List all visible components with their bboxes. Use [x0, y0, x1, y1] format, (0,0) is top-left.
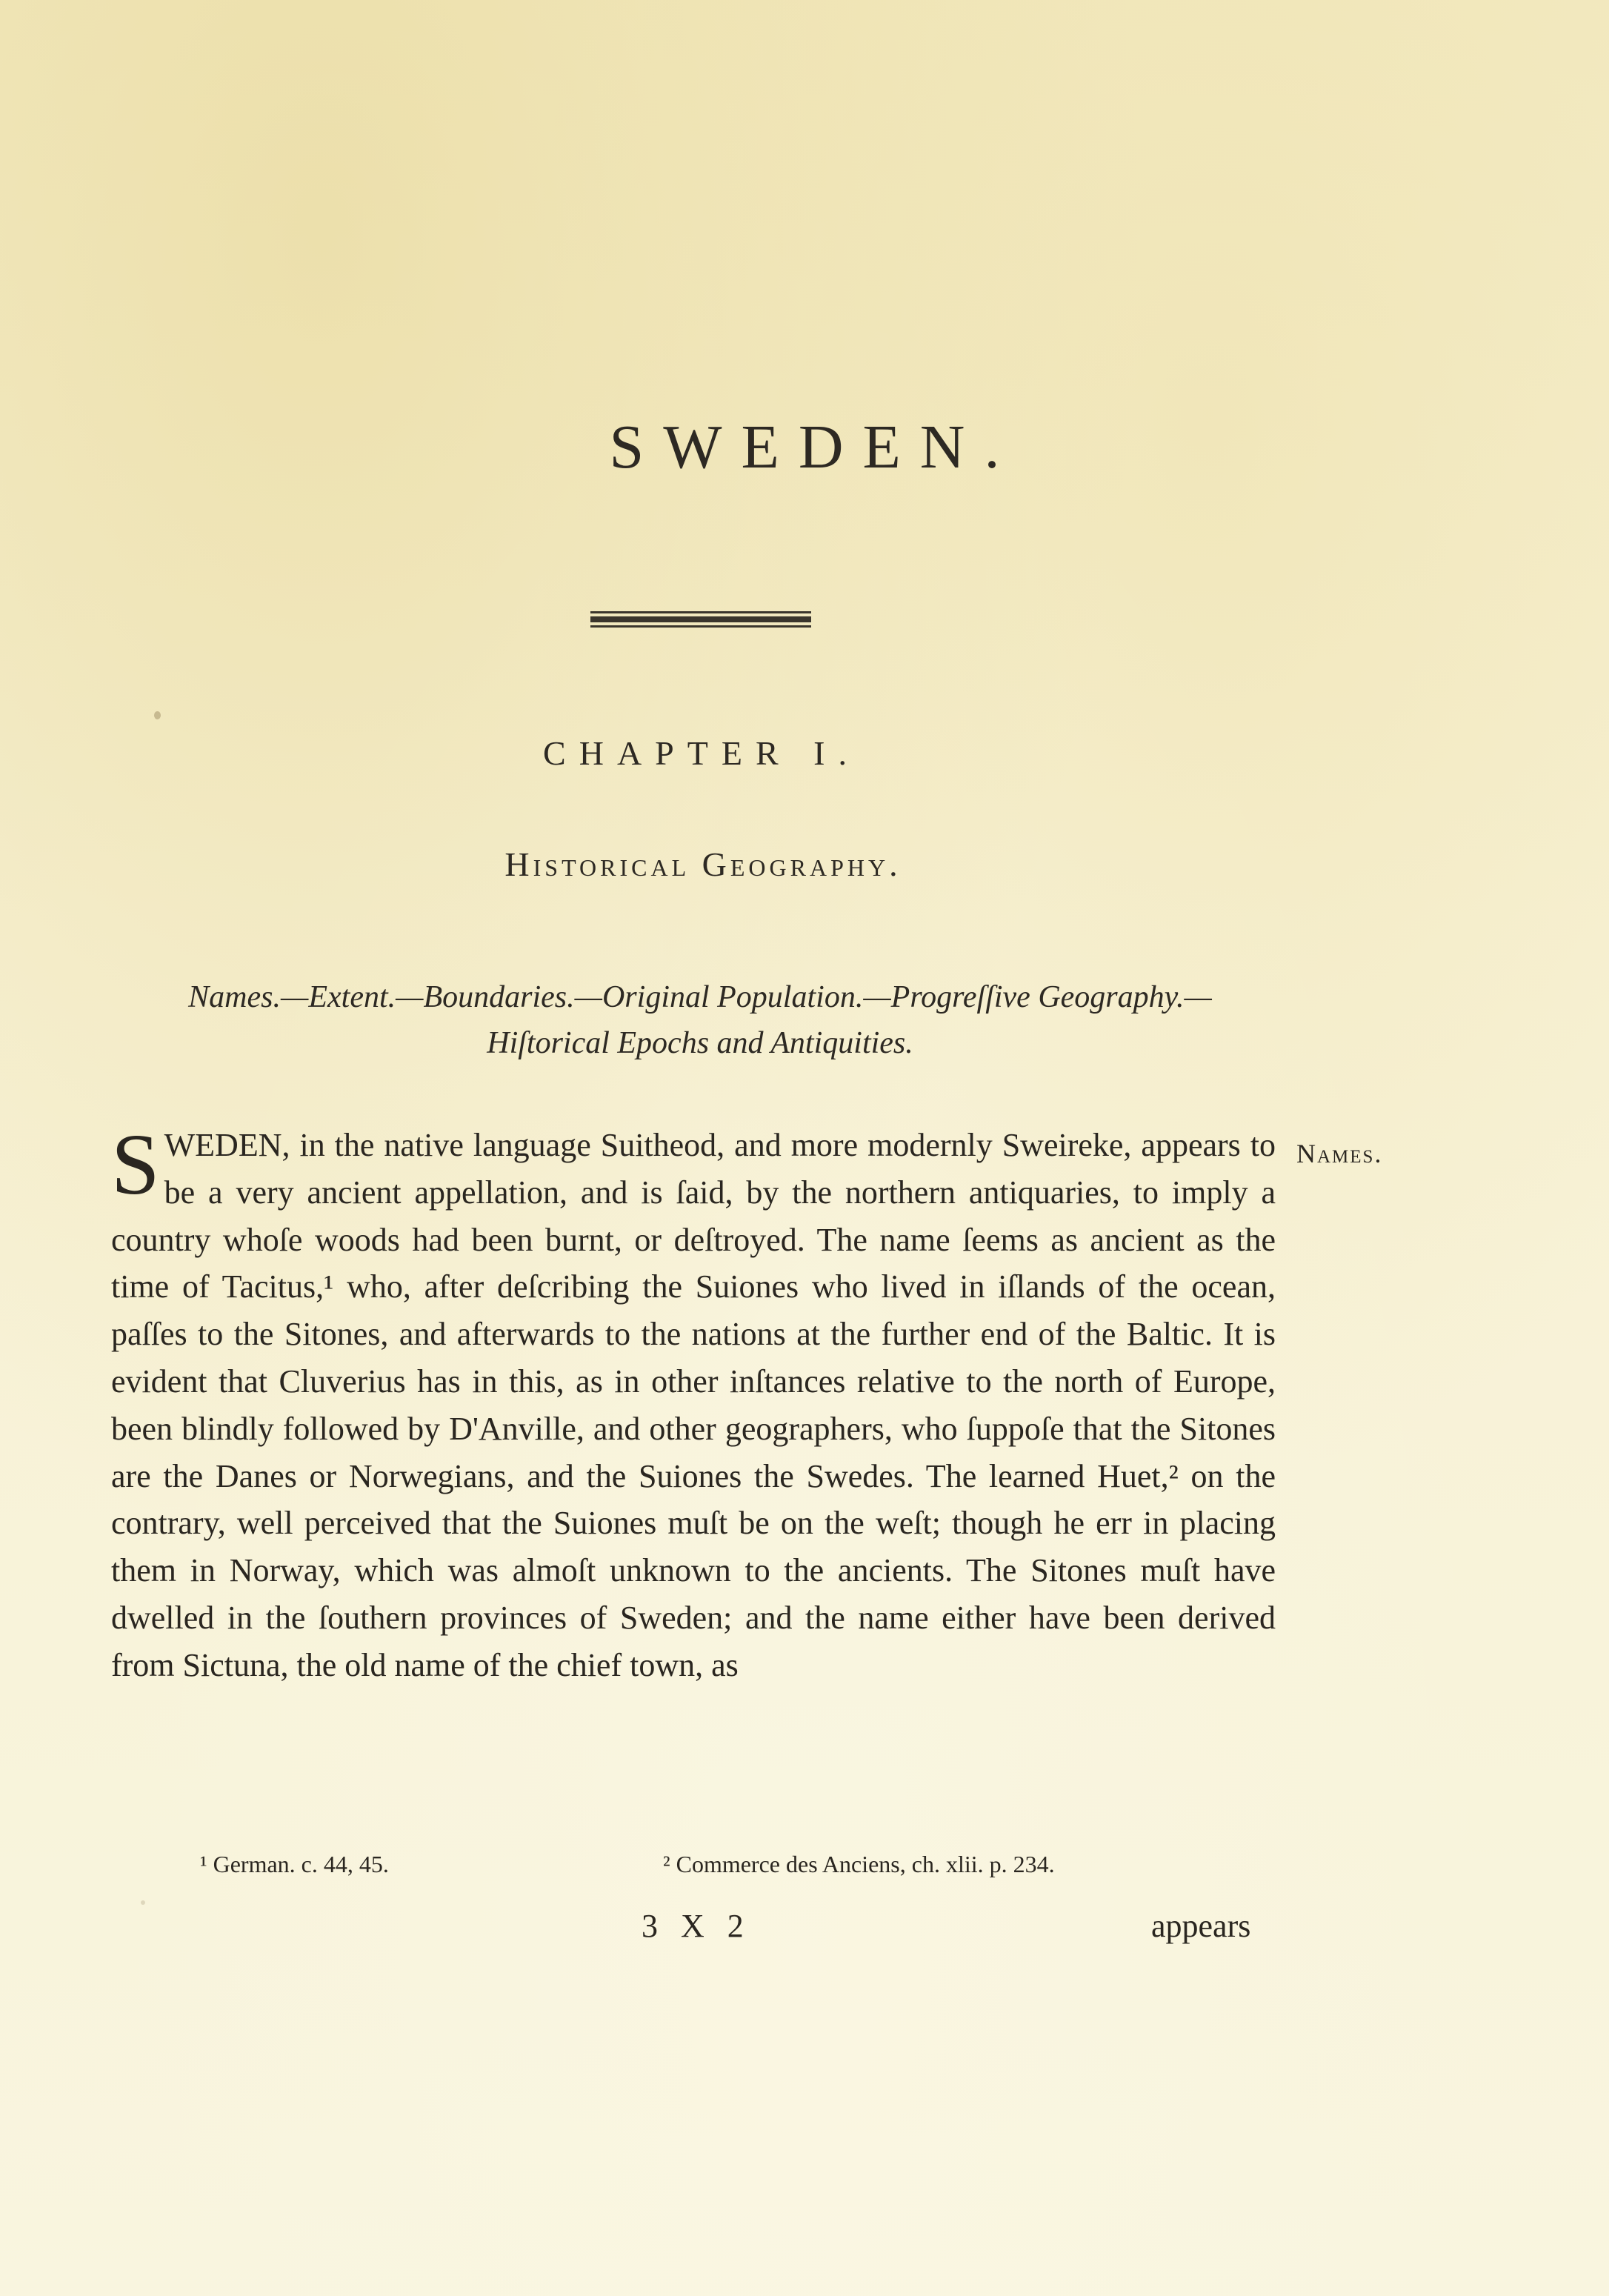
ink-spot [141, 1900, 145, 1905]
summary-line-1: Names.—Extent.—Boundaries.—Original Population.—Progreſſive Geography.— [188, 980, 1212, 1014]
signature-mark: 3 X 2 [642, 1908, 751, 1944]
chapter-summary [111, 974, 1289, 1066]
ink-spot [154, 711, 161, 719]
decorative-rule [590, 611, 811, 629]
paragraph [111, 1116, 1276, 1689]
catchword: appears [1151, 1908, 1251, 1944]
body-text [111, 1116, 1276, 1689]
drop-cap: S [111, 1116, 160, 1213]
margin-note: Names. [1296, 1139, 1383, 1168]
section-heading: Historical Geography. [504, 845, 902, 883]
page-title: SWEDEN. [609, 413, 1019, 482]
paragraph-text: WEDEN, in the native language Suitheod, and more modernly Sweireke, appears to be a very ancient appellation, and is ſaid, by the northern antiquaries, to imply a country whoſe woods had been burnt, or deſtroyed. The name ſeems as ancient as the time of Tacitus,¹ who, after deſcribing the Suiones who lived in iſlands of the ocean, paſſes to the Sitones, and afterwards to the nations at the further end of the Baltic. It is evident that Cluverius has in this, as in other inſtances relative to the north of Europe, been blindly followed by D'Anville, and other geographers, who ſuppoſe that the Sitones are the Danes or Norwegians, and the Suiones the Swedes. The learned Huet,² on the contrary, well perceived that the Suiones muſt be on the weſt; though he err in placing them in Norway, which was almoſt unknown to the ancients. The Sitones muſt have dwelled in the ſouthern provinces of Sweden; and the name either have been derived from Sictuna, the old name of the chief town, as [111, 1127, 1276, 1683]
chapter-heading: CHAPTER I. [543, 734, 860, 772]
footnote-1: ¹ German. c. 44, 45. [200, 1851, 389, 1877]
summary-line-2: Hiſtorical Epochs and Antiquities. [487, 1026, 913, 1060]
footnote-2: ² Commerce des Anciens, ch. xlii. p. 234. [663, 1851, 1055, 1877]
